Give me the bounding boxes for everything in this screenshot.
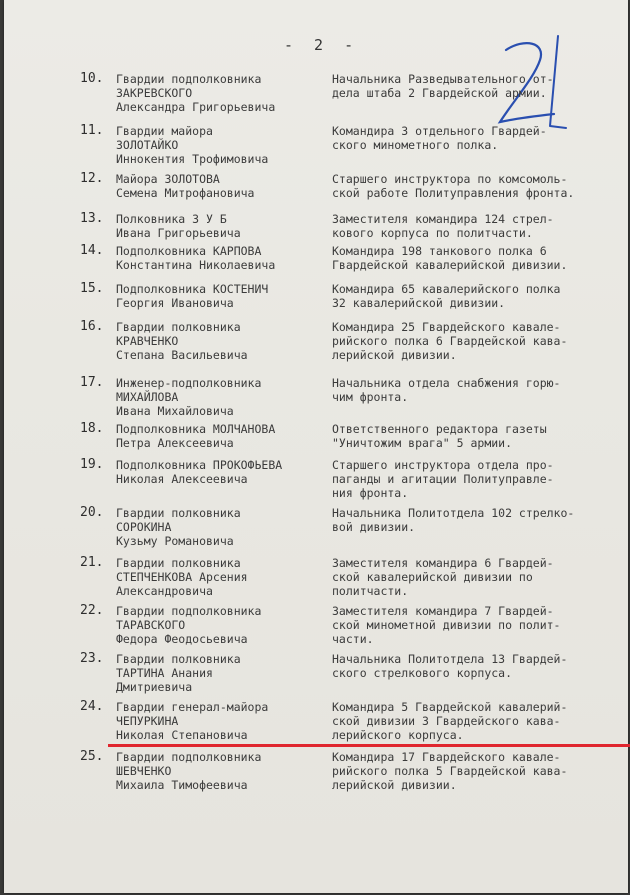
entry-number: 17. (80, 375, 104, 390)
person-line: Иннокентия Трофимовича (116, 152, 269, 166)
person-line: Гвардии генерал-майора (116, 700, 269, 714)
page-number: - 2 - (284, 36, 360, 54)
position-line: Старшего инструктора отдела про- (332, 458, 554, 472)
position-line: Командира 198 танкового полка 6 (332, 244, 547, 258)
position-line: паганды и агитации Политуправле- (332, 472, 554, 486)
entry-number: 18. (80, 421, 104, 436)
person-line: КРАВЧЕНКО (116, 334, 179, 348)
person-line: Гвардии майора (116, 124, 213, 138)
person-line: Полковника З У Б (116, 212, 227, 226)
entry-person (116, 458, 326, 486)
person-line: СТЕПЧЕНКОВА Арсения (116, 570, 248, 584)
entry-person (116, 700, 326, 742)
person-line: Гвардии подполковника (116, 750, 262, 764)
entry-number: 15. (80, 281, 104, 296)
person-line: ТАРТИНА Анания (116, 666, 213, 680)
position-line: рийского полка 6 Гвардейской кава- (332, 334, 568, 348)
position-line: Старшего инструктора по комсомоль- (332, 172, 568, 186)
position-line: рийского полка 5 Гвардейской кава- (332, 764, 568, 778)
person-line: Ивана Григорьевича (116, 226, 241, 240)
entry-number: 13. (80, 211, 104, 226)
person-line: Петра Алексеевича (116, 436, 234, 450)
entry-person (116, 282, 326, 310)
person-line: Подполковника ПРОКОФЬЕВА (116, 458, 283, 472)
position-line: Начальника Политотдела 102 стрелко- (332, 506, 575, 520)
entry-person (116, 556, 326, 598)
position-line: политчасти. (332, 584, 409, 598)
entry-number: 20. (80, 505, 104, 520)
entry-position (332, 458, 622, 500)
entry-position (332, 172, 622, 200)
position-line: Командира 5 Гвардейской кавалерий- (332, 700, 568, 714)
position-line: ния фронта. (332, 486, 409, 500)
entry-person (116, 124, 326, 166)
entry-position (332, 556, 622, 598)
position-line: чим фронта. (332, 390, 409, 404)
person-line: Подполковника КОСТЕНИЧ (116, 282, 269, 296)
person-line: Александра Григорьевича (116, 100, 276, 114)
position-line: кового корпуса по политчасти. (332, 226, 533, 240)
entry-position (332, 376, 622, 404)
person-line: Кузьму Романовича (116, 534, 234, 548)
entry-person (116, 72, 326, 114)
position-line: Заместителя командира 6 Гвардей- (332, 556, 554, 570)
entry-number: 22. (80, 603, 104, 618)
entry-position (332, 282, 622, 310)
entry-number: 21. (80, 555, 104, 570)
entry-position (332, 320, 622, 362)
position-line: Командира 17 Гвардейского кавале- (332, 750, 561, 764)
position-line: 32 кавалерийской дивизии. (332, 296, 506, 310)
position-line: дела штаба 2 Гвардейской армии. (332, 86, 547, 100)
person-line: Георгия Ивановича (116, 296, 234, 310)
position-line: Начальника отдела снабжения горю- (332, 376, 561, 390)
position-line: Начальника Разведывательного от- (332, 72, 554, 86)
entry-person (116, 750, 326, 792)
position-line: Командира 65 кавалерийского полка (332, 282, 561, 296)
person-line: Семена Митрофановича (116, 186, 255, 200)
person-line: Дмитриевича (116, 680, 193, 694)
position-line: "Уничтожим врага" 5 армии. (332, 436, 513, 450)
position-line: вой дивизии. (332, 520, 416, 534)
position-line: ского стрелкового корпуса. (332, 666, 513, 680)
entry-position (332, 506, 622, 534)
red-underline (108, 744, 630, 747)
entry-person (116, 376, 326, 418)
position-line: Гвардейской кавалерийской дивизии. (332, 258, 568, 272)
position-line: Заместителя командира 7 Гвардей- (332, 604, 554, 618)
position-line: части. (332, 632, 374, 646)
position-line: Ответственного редактора газеты (332, 422, 547, 436)
entry-number: 11. (80, 123, 104, 138)
entry-person (116, 652, 326, 694)
person-line: СОРОКИНА (116, 520, 172, 534)
entry-number: 23. (80, 651, 104, 666)
person-line: Александровича (116, 584, 213, 598)
entry-number: 19. (80, 457, 104, 472)
entry-position (332, 652, 622, 680)
position-line: Заместителя командира 124 стрел- (332, 212, 554, 226)
person-line: Николая Степановича (116, 728, 248, 742)
position-line: ской кавалерийской дивизии по (332, 570, 533, 584)
person-line: Ивана Михайловича (116, 404, 234, 418)
person-line: Федора Феодосьевича (116, 632, 248, 646)
entry-number: 16. (80, 319, 104, 334)
entry-number: 14. (80, 243, 104, 258)
position-line: лерийской дивизии. (332, 348, 457, 362)
entry-position (332, 700, 622, 742)
entry-person (116, 172, 326, 200)
entry-position (332, 422, 622, 450)
position-line: ской работе Политуправления фронта. (332, 186, 575, 200)
person-line: Константина Николаевича (116, 258, 276, 272)
person-line: Михаила Тимофеевича (116, 778, 248, 792)
person-line: Гвардии полковника (116, 320, 241, 334)
entry-position (332, 72, 622, 100)
person-line: ТАРАВСКОГО (116, 618, 186, 632)
person-line: Николая Алексеевича (116, 472, 248, 486)
entry-number: 24. (80, 699, 104, 714)
position-line: Командира 25 Гвардейского кавале- (332, 320, 561, 334)
person-line: ШЕВЧЕНКО (116, 764, 172, 778)
position-line: лерийской дивизии. (332, 778, 457, 792)
document-page (4, 0, 628, 893)
entry-person (116, 604, 326, 646)
position-line: ской дивизии 3 Гвардейского кава- (332, 714, 561, 728)
entry-person (116, 506, 326, 548)
entry-position (332, 244, 622, 272)
person-line: Майора ЗОЛОТОВА (116, 172, 220, 186)
person-line: Степана Васильевича (116, 348, 248, 362)
position-line: ской минометной дивизии по полит- (332, 618, 561, 632)
entry-person (116, 244, 326, 272)
person-line: Подполковника КАРПОВА (116, 244, 262, 258)
entry-person (116, 212, 326, 240)
entry-person (116, 422, 326, 450)
person-line: ЗОЛОТАЙКО (116, 138, 179, 152)
entry-position (332, 124, 622, 152)
person-line: ЗАКРЕВСКОГО (116, 86, 193, 100)
person-line: Гвардии полковника (116, 506, 241, 520)
person-line: Гвардии полковника (116, 652, 241, 666)
person-line: Подполковника МОЛЧАНОВА (116, 422, 276, 436)
entry-number: 25. (80, 749, 104, 764)
person-line: МИХАЙЛОВА (116, 390, 179, 404)
person-line: Инженер-подполковника (116, 376, 262, 390)
entry-position (332, 750, 622, 792)
position-line: Командира 3 отдельного Гвардей- (332, 124, 547, 138)
position-line: лерийского корпуса. (332, 728, 464, 742)
entry-position (332, 212, 622, 240)
position-line: Начальника Политотдела 13 Гвардей- (332, 652, 568, 666)
position-line: ского минометного полка. (332, 138, 499, 152)
entry-number: 12. (80, 171, 104, 186)
entry-number: 10. (80, 71, 104, 86)
person-line: Гвардии подполковника (116, 604, 262, 618)
entry-position (332, 604, 622, 646)
entry-person (116, 320, 326, 362)
person-line: Гвардии подполковника (116, 72, 262, 86)
person-line: ЧЕПУРКИНА (116, 714, 179, 728)
person-line: Гвардии полковника (116, 556, 241, 570)
